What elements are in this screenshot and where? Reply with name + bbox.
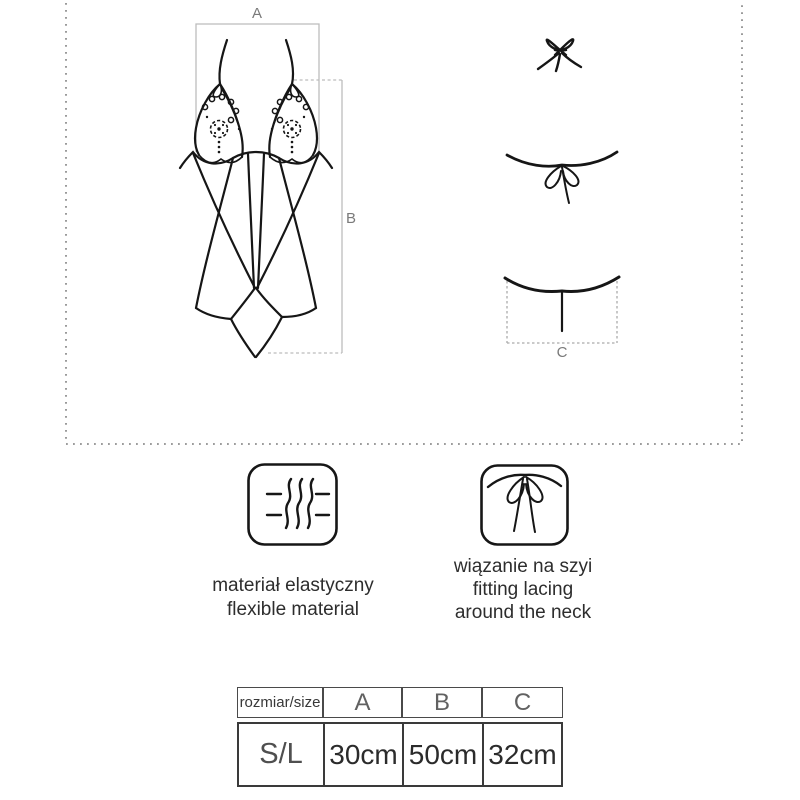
neck-lacing-icon [480,464,569,546]
caption-line: wiązanie na szyi [453,556,593,577]
halter-tie-bow-drawing [538,39,581,71]
feature-caption-neck-lacing [407,555,639,624]
caption-line: flexible material [227,599,359,620]
data-cell-c-value: 32cm [488,738,557,770]
caption-line: fitting lacing [472,579,574,600]
dimension-c-label: C [556,344,568,361]
dimension-a-label: A [251,5,263,22]
header-cell-c: C [513,688,532,716]
crotch-width-drawing [505,277,619,343]
size-table-header-row [237,687,563,718]
data-cell-a-value: 30cm [325,724,404,785]
bodysuit-drawing [180,40,332,357]
data-cell-size: S/L [239,724,325,785]
size-table-data-row [237,722,563,787]
header-cell-a: A [324,688,403,717]
lace-pattern-left [202,94,240,153]
caption-line: materiał elastyczny [212,575,374,596]
feature-caption-flexible-material [177,574,409,622]
header-cell-b: B [403,688,483,717]
neck-lacing-drawing [507,152,617,203]
dimension-b-label: B [346,210,357,227]
outer-dotted-frame [66,0,742,444]
stretch-waves-icon [247,463,338,546]
header-cell-rozmiar-size: rozmiar/size [238,688,324,717]
data-cell-b-value: 50cm [404,724,484,785]
lace-pattern-right [271,94,309,153]
caption-line: around the neck [454,602,592,623]
